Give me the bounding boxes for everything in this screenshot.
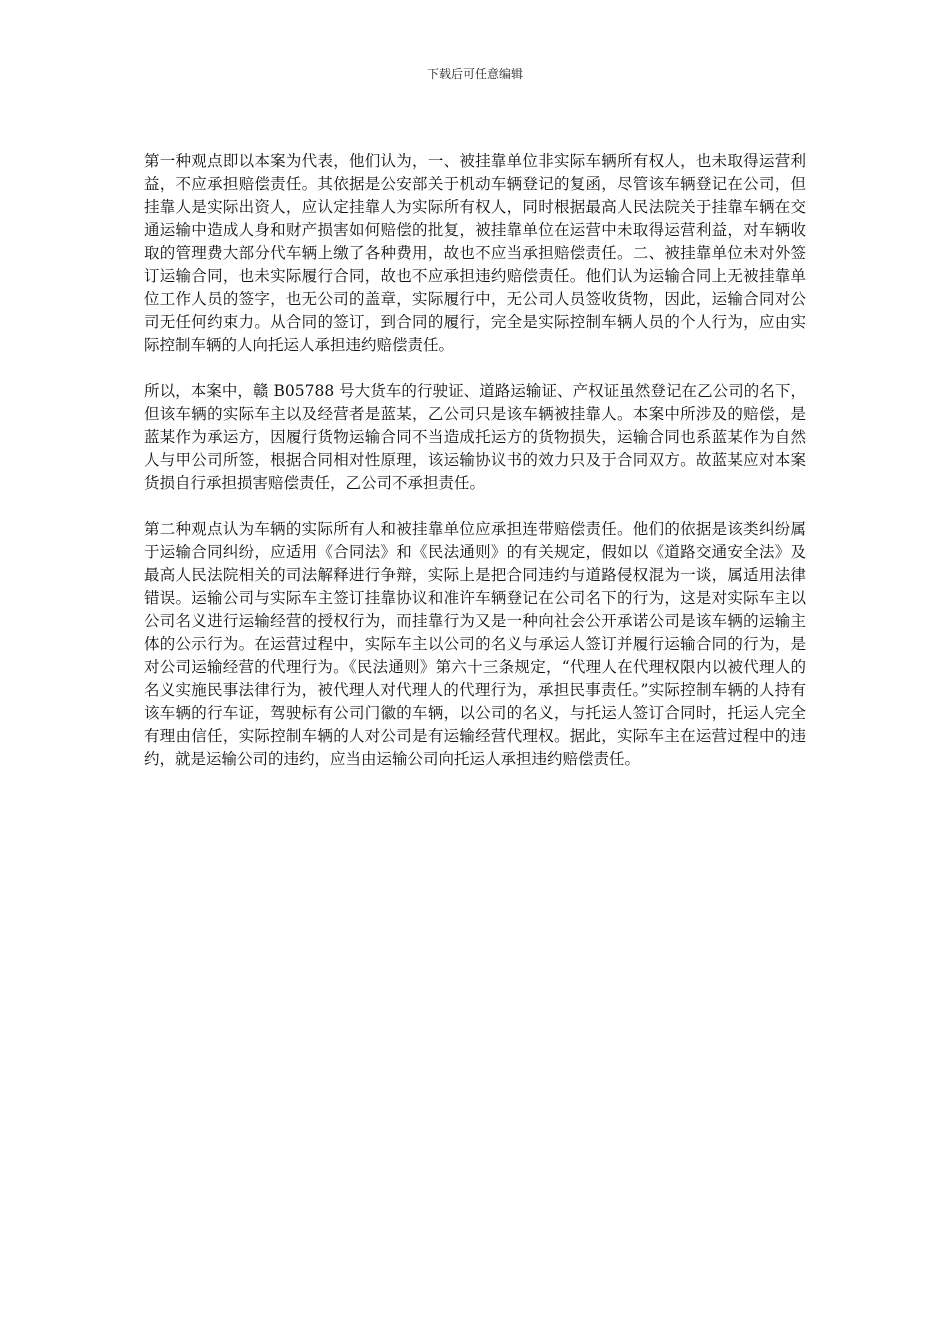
paragraph-second-view: 第二种观点认为车辆的实际所有人和被挂靠单位应承担连带赔偿责任。他们的依据是该类纠纷属于运输合同纠纷，应适用《合同法》和《民法通则》的有关规定，假如以《道路交通安全法》及最高人民法院相关的司法解释进行争辩，实际上是把合同违约与道路侵权混为一谈，属适用法律错误。运输公司与实际车主签订挂靠协议和准许车辆登记在公司名下的行为，这是对实际车主以公司名义进行运输经营的授权行为，而挂靠行为又是一种向社会公开承诺公司是该车辆的运输主体的公示行为。在运营过程中，实际车主以公司的名义与承运人签订并履行运输合同的行为，是对公司运输经营的代理行为。《民法通则》第六十三条规定，“代理人在代理权限内以被代理人的名义实施民事法律行为，被代理人对代理人的代理行为，承担民事责任。”实际控制车辆的人持有该车辆的行车证，驾驶标有公司门徽的车辆，以公司的名义，与托运人签订合同时，托运人完全有理由信任，实际控制车辆的人对公司是有运输经营代理权。据此，实际车主在运营过程中的违约，就是运输公司的违约，应当由运输公司向托运人承担违约赔偿责任。 <box>144 520 806 768</box>
paragraph-first-view: 第一种观点即以本案为代表，他们认为，一、被挂靠单位非实际车辆所有权人，也未取得运营利益，不应承担赔偿责任。其依据是公安部关于机动车辆登记的复函，尽管该车辆登记在公司，但挂靠人是实际出资人，应认定挂靠人为实际所有权人，同时根据最高人民法院关于挂靠车辆在交通运输中造成人身和财产损害如何赔偿的批复，被挂靠单位在运营中未取得运营利益，对车辆收取的管理费大部分代车辆上缴了各种费用，故也不应当承担赔偿责任。二、被挂靠单位未对外签订运输合同，也未实际履行合同，故也不应承担违约赔偿责任。他们认为运输合同上无被挂靠单位工作人员的签字，也无公司的盖章，实际履行中，无公司人员签收货物，因此，运输合同对公司无任何约束力。从合同的签订，到合同的履行，完全是实际控制车辆人员的个人行为，应由实际控制车辆的人向托运人承担违约赔偿责任。 <box>144 152 806 354</box>
document-body <box>144 150 806 794</box>
page-header: 下载后可任意编辑 <box>426 67 523 81</box>
paragraph-conclusion: 所以，本案中，赣 B05788 号大货车的行驶证、道路运输证、产权证虽然登记在乙公司的名下，但该车辆的实际车主以及经营者是蓝某，乙公司只是该车辆被挂靠人。本案中所涉及的赔偿，是蓝某作为承运方，因履行货物运输合同不当造成托运方的货物损失，运输合同也系蓝某作为自然人与甲公司所签，根据合同相对性原理，该运输协议书的效力只及于合同双方。故蓝某应对本案货损自行承担损害赔偿责任，乙公司不承担责任。 <box>144 382 806 492</box>
